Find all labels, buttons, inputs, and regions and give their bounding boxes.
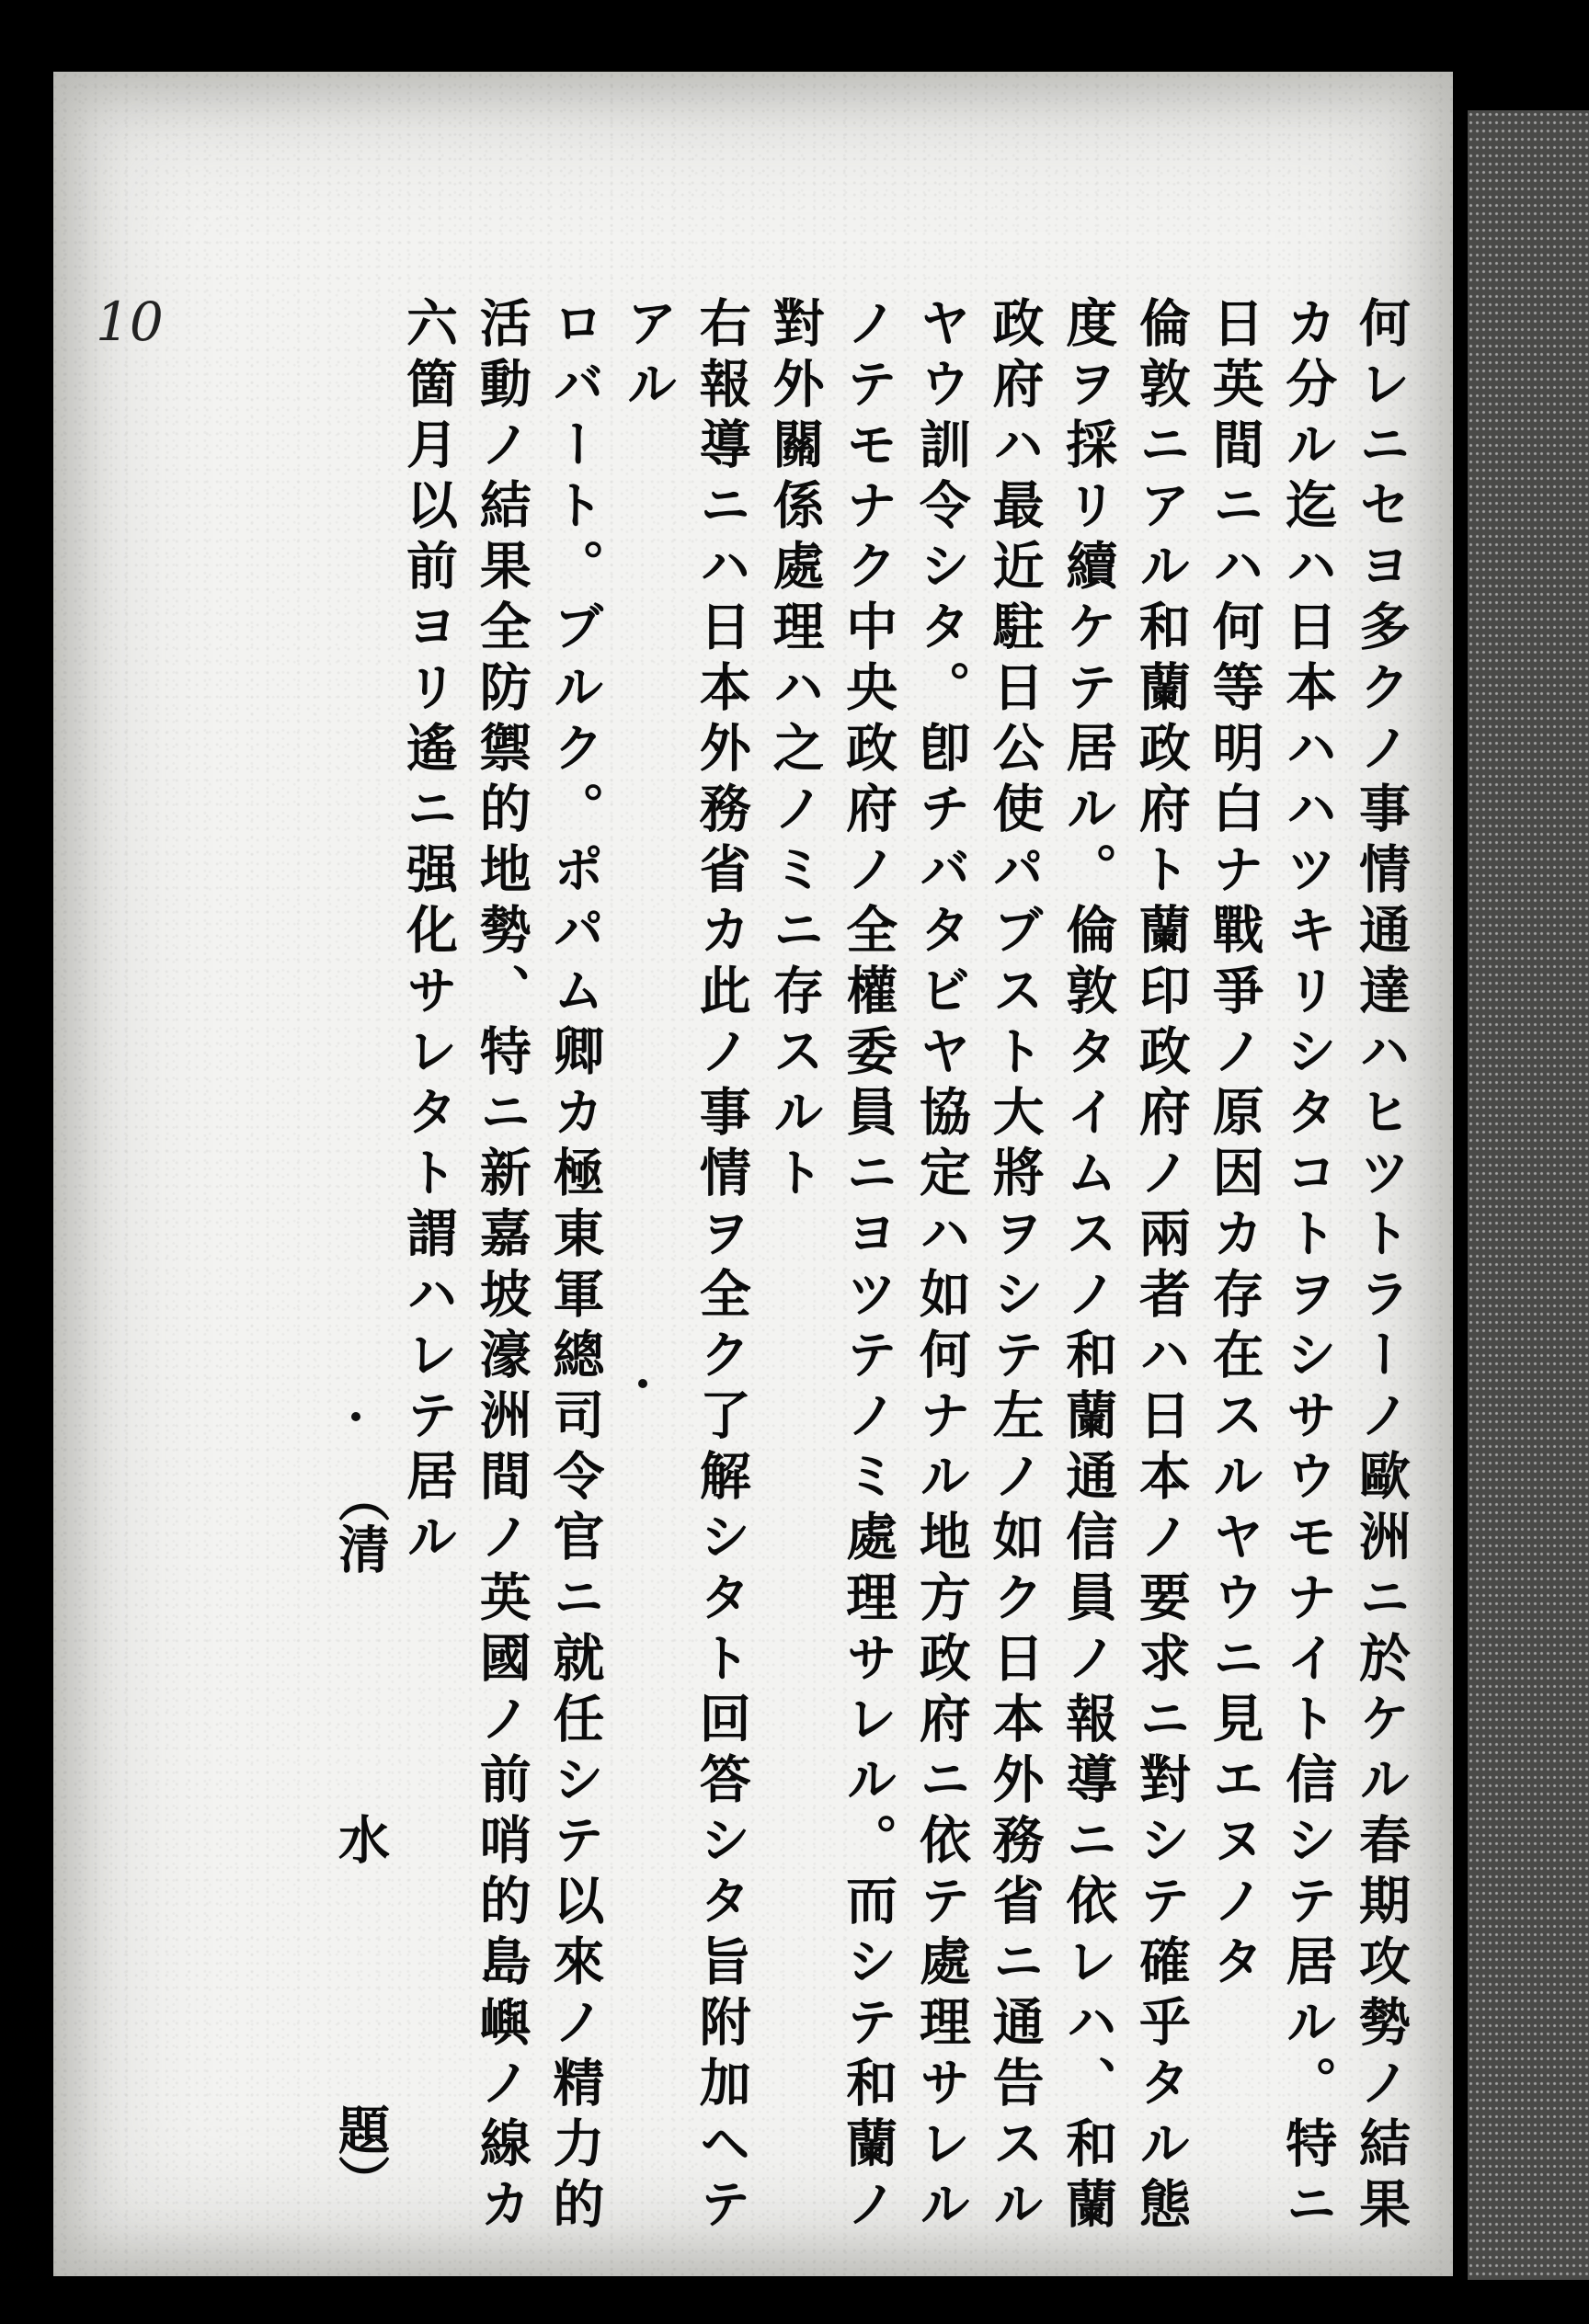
- text-column: 活動ノ結果全防禦的地勢、特ニ新嘉坡濠洲間ノ英國ノ前哨的島嶼ノ線カ: [471, 296, 532, 2238]
- signature: [324, 1471, 397, 2206]
- text-column: 對外關係處理ハ之ノミニ存スルト: [764, 296, 826, 1206]
- vertical-text-block: [395, 296, 1412, 2245]
- text-column: 政府ハ最近駐日公使パブスト大將ヲシテ左ノ如ク日本外務省ニ通告スル: [984, 296, 1046, 2238]
- signature-open: （清: [330, 1471, 391, 1574]
- text-column: ロバート。ブルク。ポパム卿カ極東軍總司令官ニ就任シテ以來ノ精力的: [544, 296, 606, 2238]
- text-column: 何レニセヨ多クノ事情通達ハヒツトラーノ歐洲ニ於ケル春期攻勢ノ結果: [1350, 296, 1412, 2238]
- page-number: 10: [96, 290, 164, 353]
- signature-middle: 水: [330, 1813, 391, 1864]
- text-column: アル: [618, 296, 680, 417]
- text-column: ノテモナク中央政府ノ全權委員ニヨツテノミ處理サレル。而シテ和蘭ノ: [838, 296, 899, 2238]
- mark-dot: [351, 1412, 360, 1421]
- text-column: 右報導ニハ日本外務省カ此ノ事情ヲ全ク了解シタト回答シタ旨附加ヘテ: [691, 296, 752, 2238]
- text-column: 倫敦ニアル和蘭政府ト蘭印政府ノ兩者ハ日本ノ要求ニ對シテ確乎タル態: [1130, 296, 1192, 2238]
- text-column: 六箇月以前ヨリ遙ニ强化サレタト謂ハレテ居ル: [398, 296, 459, 1570]
- text-column: カ分ル迄ハ日本ハハツキリシタコトヲシサウモナイト信シテ居ル。特ニ: [1277, 296, 1339, 2238]
- adjacent-page-edge: [1468, 110, 1589, 2280]
- text-column: 日英間ニハ何等明白ナ戰爭ノ原因カ存在スルヤウニ見エヌノタ: [1204, 296, 1265, 1995]
- text-column: 度ヲ採リ續ケテ居ル。倫敦タイムスノ和蘭通信員ノ報導ニ依レハ、和蘭: [1057, 296, 1119, 2238]
- text-column: ヤウ訓令シタ。卽チバタビヤ協定ハ如何ナル地方政府ニ依テ處理サレル: [910, 296, 972, 2238]
- mark-dot: [638, 1379, 647, 1388]
- signature-close: 題）: [330, 2103, 391, 2206]
